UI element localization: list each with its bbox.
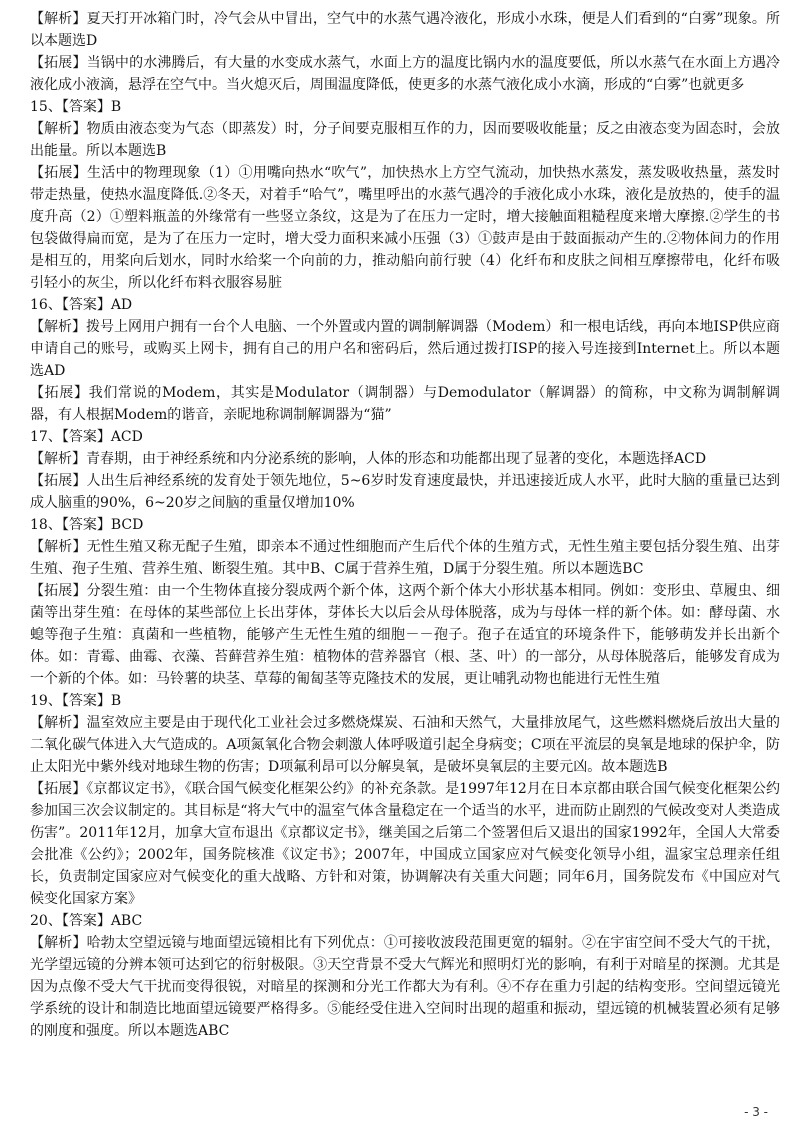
paragraph: 【解析】夏天打开冰箱门时，冷气会从中冒出，空气中的水蒸气遇冷液化，形成小水珠，便是人们看到的“白雾”现象。所以本题选D (30, 11, 780, 49)
paragraph: 【解析】拨号上网用户拥有一台个人电脑、一个外置或内置的调制解调器（Modem）和一根电话线，再向本地ISP供应商申请自己的账号，或购买上网卡，拥有自己的用户名和密码后，然后通过拨打ISP的接入号连接到Internet上。所以本题选AD (30, 319, 780, 379)
paragraph: 【拓展】生活中的物理现象（1）①用嘴向热水“吹气”，加快热水上方空气流动，加快热水蒸发，蒸发吸收热量，蒸发时带走热量，使热水温度降低.②冬天，对着手“哈气”，嘴里呼出的水蒸气遇冷的手液化成小水珠，液化是放热的，使手的温度升高（2）①塑料瓶盖的外缘常有一些竖立条纹，这是为了在压力一定时，增大接触面粗糙程度来增大摩擦.②学生的书包袋做得扁而宽，是为了在压力一定时，增大受力面积来减小压强（3）①鼓声是由于鼓面振动产生的.②物体间力的作用是相互的，用桨向后划水，同时水给桨一个向前的力，推动船向前行驶（4）化纤布和皮肤之间相互摩擦带电，化纤布吸引轻小的灰尘，所以化纤布料衣服容易脏 (30, 165, 780, 291)
paragraph: 【拓展】人出生后神经系统的发育处于领先地位，5~6岁时发育速度最快，并迅速接近成人水平，此时大脑的重量已达到成人脑重的90%，6~20岁之间脑的重量仅增加10% (30, 473, 780, 511)
answer-line: 17、【答案】ACD (30, 429, 143, 445)
answer-line: 15、【答案】B (30, 99, 122, 115)
paragraph: 【解析】青春期，由于神经系统和内分泌系统的影响，人体的形态和功能都出现了显著的变化，本题选择ACD (30, 451, 707, 467)
paragraph: 【拓展】《京都议定书》，《联合国气候变化框架公约》的补充条款。是1997年12月在日本京都由联合国气候变化框架公约参加国三次会议制定的。其目标是“将大气中的温室气体含量稳定在一个适当的水平，进而防止剧烈的气候改变对人类造成伤害”。2011年12月，加拿大宣布退出《京都议定书》，继美国之后第二个签署但后又退出的国家1992年，全国人大常委会批准《公约》；2002年，国务院核准《议定书》；2007年，中国成立国家应对气候变化领导小组，温家宝总理亲任组长，负责制定国家应对气候变化的重大战略、方针和对策，协调解决有关重大问题；同年6月，国务院发布《中国应对气候变化国家方案》 (30, 781, 780, 907)
paragraph: 【解析】哈勃太空望远镜与地面望远镜相比有下列优点：①可接收波段范围更宽的辐射。②在宇宙空间不受大气的干扰，光学望远镜的分辨本领可达到它的衍射极限。③天空背景不受大气辉光和照明灯光的影响，有利于对暗星的探测。尤其是因为点像不受大气干扰而变得很锐，对暗星的探测和分光工作都大为有利。④不存在重力引起的结构变形。空间望远镜光学系统的设计和制造比地面望远镜要严格得多。⑤能经受住进入空间时出现的超重和振动，望远镜的机械装置必须有足够的刚度和强度。所以本题选ABC (30, 935, 780, 1039)
paragraph: 【解析】物质由液态变为气态（即蒸发）时，分子间要克服相互作的力，因而要吸收能量；反之由液态变为固态时，会放出能量。所以本题选B (30, 121, 780, 159)
document-body (30, 8, 780, 1042)
paragraph: 【拓展】分裂生殖：由一个生物体直接分裂成两个新个体，这两个新个体大小形状基本相同。例如：变形虫、草履虫、细菌等出芽生殖：在母体的某些部位上长出芽体，芽体长大以后会从母体脱落，成为与母体一样的新个体。如：酵母菌、水螅等孢子生殖：真菌和一些植物，能够产生无性生殖的细胞－－孢子。孢子在适宜的环境条件下，能够萌发并长出新个体。如：青霉、曲霉、衣藻、苔藓营养生殖：植物体的营养器官（根、茎、叶）的一部分，从母体脱落后，能够发育成为一个新的个体。如：马铃薯的块茎、草莓的匍匐茎等克隆技术的发展，更让哺乳动物也能进行无性生殖 (30, 583, 780, 687)
paragraph: 【拓展】当锅中的水沸腾后，有大量的水变成水蒸气，水面上方的温度比锅内水的温度要低，所以水蒸气在水面上方遇冷液化成小液滴，悬浮在空气中。当火熄灭后，周围温度降低，使更多的水蒸气液化成小水滴，形成的“白雾”也就更多 (30, 55, 780, 93)
answer-line: 20、【答案】ABC (30, 913, 143, 929)
paragraph: 【解析】温室效应主要是由于现代化工业社会过多燃烧煤炭、石油和天然气，大量排放尾气，这些燃料燃烧后放出大量的二氧化碳气体进入大气造成的。A项氮氧化合物会刺激人体呼吸道引起全身病变；C项在平流层的臭氧是地球的保护伞，防止太阳光中紫外线对地球生物的伤害；D项氟利昂可以分解臭氧，是破坏臭氧层的主要元凶。故本题选B (30, 715, 780, 775)
answer-line: 16、【答案】AD (30, 297, 133, 313)
paragraph: 【拓展】我们常说的Modem，其实是Modulator（调制器）与Demodulator（解调器）的简称，中文称为调制解调器，有人根据Modem的谐音，亲昵地称调制解调器为“猫” (30, 385, 780, 423)
paragraph: 【解析】无性生殖又称无配子生殖，即亲本不通过性细胞而产生后代个体的生殖方式，无性生殖主要包括分裂生殖、出芽生殖、孢子生殖、营养生殖、断裂生殖。其中B、C属于营养生殖，D属于分裂生殖。所以本题选BC (30, 539, 780, 577)
answer-line: 18、【答案】BCD (30, 517, 144, 533)
page-number: - 3 - (744, 1105, 768, 1119)
answer-line: 19、【答案】B (30, 693, 122, 709)
